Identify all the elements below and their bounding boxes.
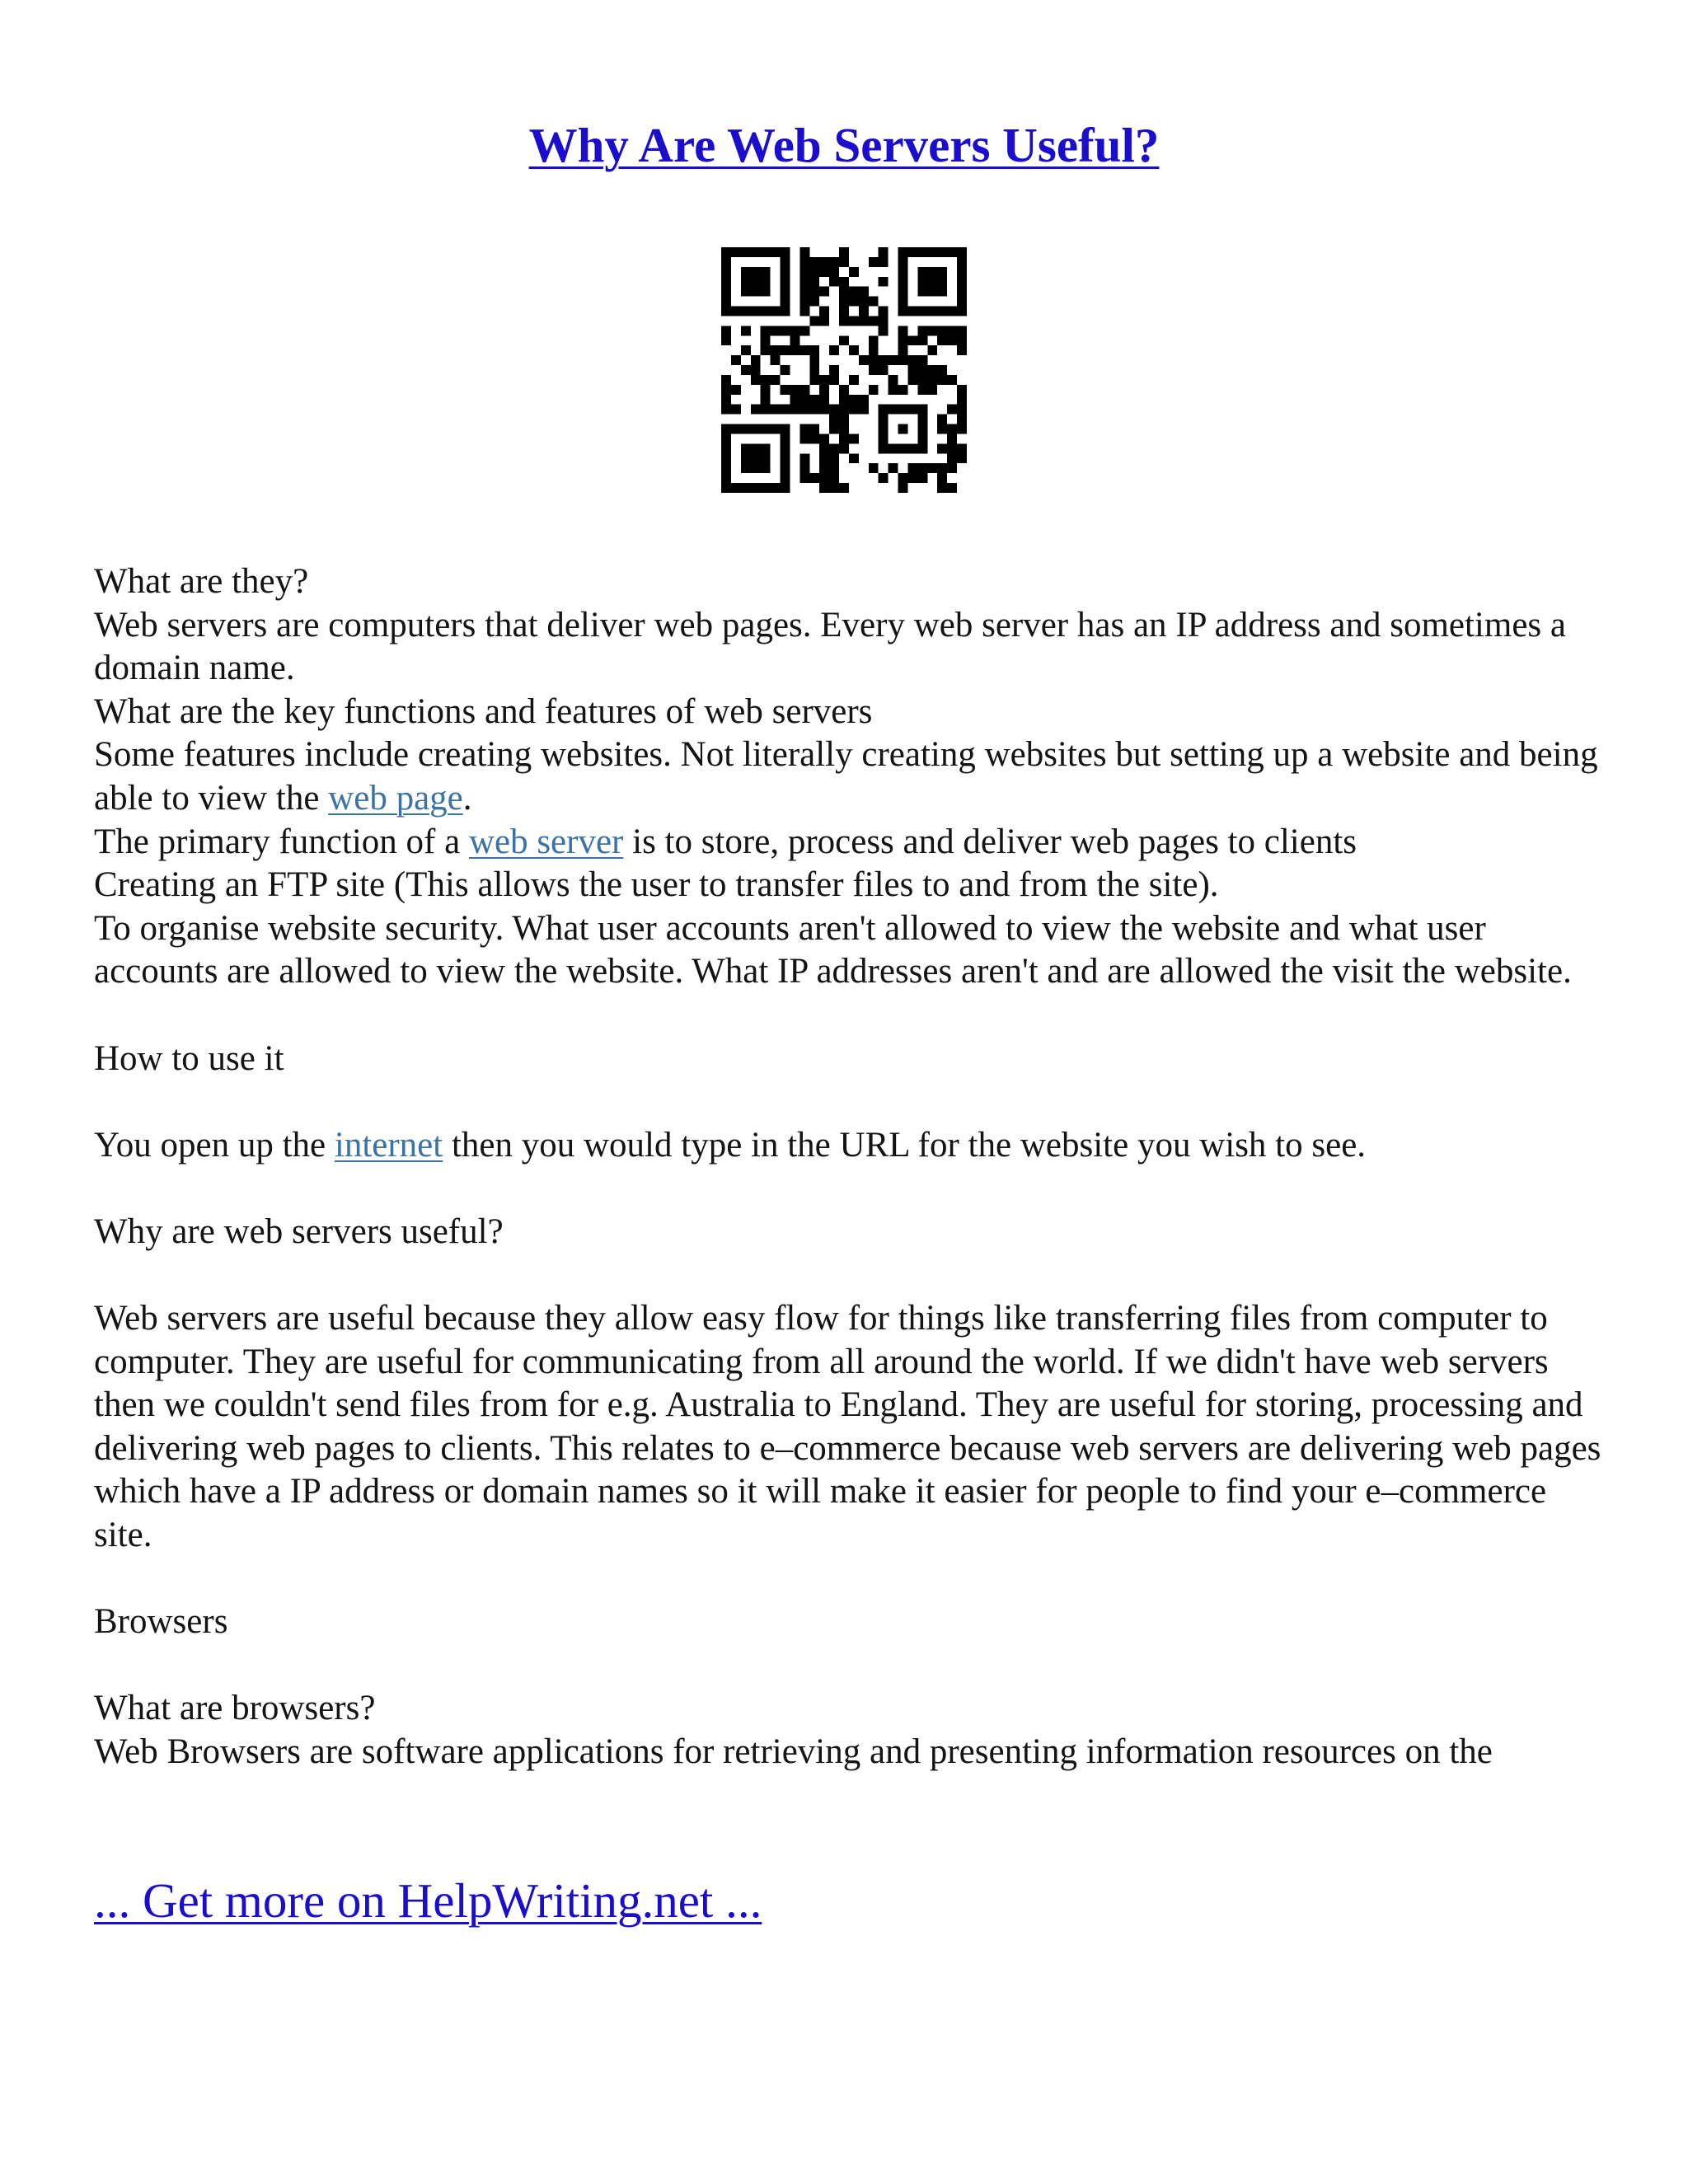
spacer [94, 1558, 1611, 1601]
section-heading-key-functions: What are the key functions and features of web servers [94, 691, 873, 731]
page-title [0, 115, 1688, 175]
paragraph-definition: Web servers are computers that deliver web pages. Every web server has an IP address and sometimes a domain name. [94, 605, 1566, 688]
paragraph-ftp: Creating an FTP site (This allows the user to transfer files to and from the site). [94, 865, 1219, 905]
internet-link[interactable]: internet [334, 1125, 443, 1165]
get-more-link[interactable]: ... Get more on HelpWriting.net ... [94, 1873, 762, 1928]
web-page-link[interactable]: web page [328, 778, 463, 818]
text-span: You open up the [94, 1125, 335, 1165]
article-body [94, 560, 1611, 1774]
text-span: then you would type in the URL for the website you wish to see. [443, 1125, 1367, 1165]
spacer [94, 1254, 1611, 1298]
paragraph-why-useful: Web servers are useful because they allow easy flow for things like transferring files from computer to computer. They are useful for communicating from all around the world. If we didn't have web servers then we couldn't send files from for e.g. Australia to England. They are useful for storing, processing and delivering web pages to clients. This relates to e–commerce because web servers are delivering web pages which have a IP address or domain names so it will make it easier for people to find your e–commerce site. [94, 1299, 1601, 1555]
section-heading-browsers: Browsers [94, 1602, 228, 1642]
paragraph-security: To organise website security. What user accounts aren't allowed to view the website and what user accounts are allowed to view the website. What IP addresses aren't and are allowed the visit the website. [94, 908, 1572, 991]
text-span: The primary function of a [94, 822, 469, 861]
paragraph-features [94, 733, 1611, 820]
spacer [94, 994, 1611, 1038]
text-span: is to store, process and deliver web pages to clients [623, 822, 1357, 861]
paragraph-primary-function [94, 821, 1611, 865]
paragraph-how-to-use [94, 1124, 1611, 1168]
section-heading-what-are-browsers: What are browsers? [94, 1689, 376, 1728]
section-heading-what-are-they: What are they? [94, 562, 309, 601]
section-heading-how-to-use: How to use it [94, 1038, 284, 1078]
title-link[interactable]: Why Are Web Servers Useful? [528, 118, 1160, 172]
text-span: Some features include creating websites. Not literally creating websites but setting up a website and being able to view the [94, 735, 1598, 818]
spacer [94, 1644, 1611, 1688]
text-span: . [462, 778, 472, 818]
paragraph-browsers: Web Browsers are software applications for retrieving and presenting information resources on the [94, 1732, 1493, 1772]
spacer [94, 1080, 1611, 1124]
more-link-container [94, 1871, 762, 1930]
qr-code-icon [721, 247, 967, 493]
spacer [94, 1167, 1611, 1211]
web-server-link[interactable]: web server [468, 822, 624, 861]
section-heading-why-useful: Why are web servers useful? [94, 1212, 504, 1251]
